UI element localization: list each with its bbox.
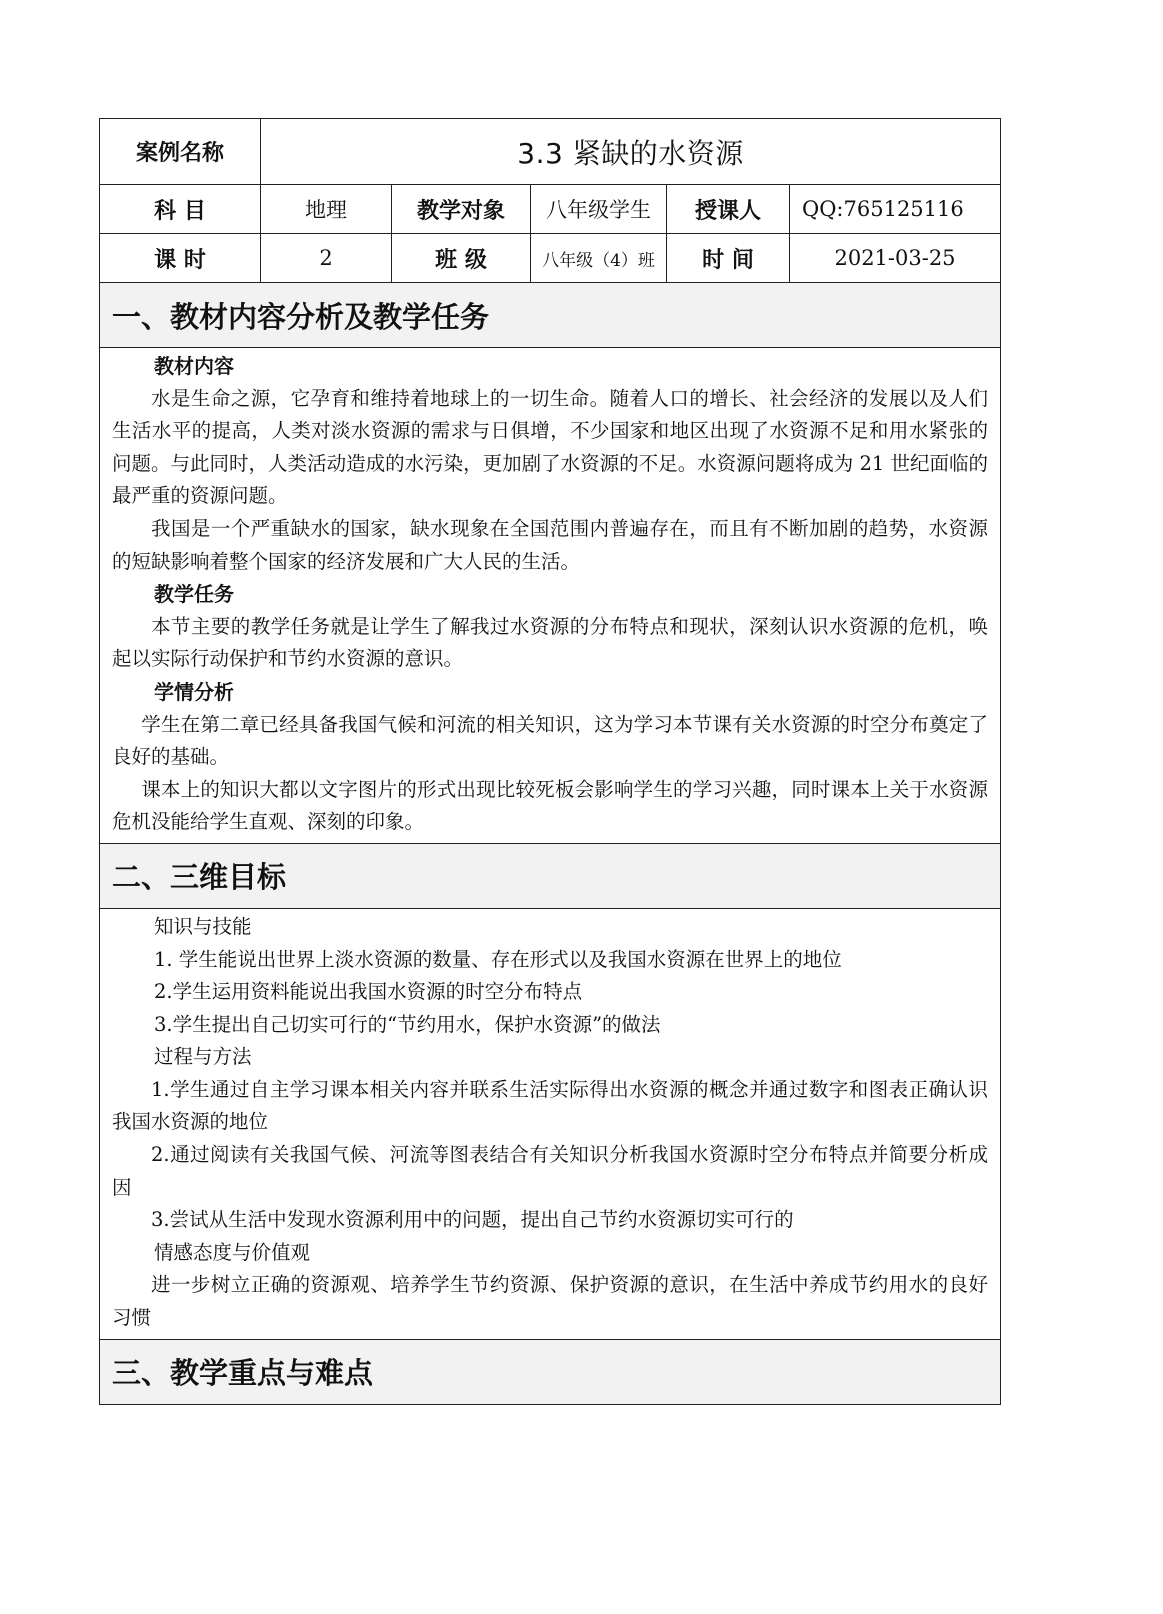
case-name-label: 案例名称 bbox=[100, 119, 261, 185]
list-item: 1.学生通过自主学习课本相关内容并联系生活实际得出水资源的概念并通过数字和图表正确认识我国水资源的地位 bbox=[112, 1077, 989, 1134]
paragraph: 学生在第二章已经具备我国气候和河流的相关知识，这为学习本节课有关水资源的时空分布奠定了良好的基础。 bbox=[112, 712, 989, 769]
hours-row bbox=[100, 234, 1001, 283]
hours-label: 课 时 bbox=[100, 234, 261, 283]
time-label: 时 间 bbox=[667, 234, 790, 283]
attitude-values-subheading: 情感态度与价值观 bbox=[154, 1240, 311, 1264]
section1-heading-row bbox=[100, 283, 1001, 348]
audience-label: 教学对象 bbox=[392, 185, 531, 234]
class-value: 八年级（4）班 bbox=[531, 234, 667, 283]
section1-body-row bbox=[100, 348, 1001, 844]
section2-heading: 二、三维目标 bbox=[100, 843, 1001, 908]
subject-value: 地理 bbox=[261, 185, 392, 234]
lesson-plan-table bbox=[99, 118, 1001, 1405]
subject-label: 科 目 bbox=[100, 185, 261, 234]
time-value: 2021-03-25 bbox=[790, 234, 1001, 283]
paragraph: 课本上的知识大都以文字图片的形式出现比较死板会影响学生的学习兴趣，同时课本上关于水资源危机没能给学生直观、深刻的印象。 bbox=[112, 777, 989, 834]
list-item: 2.通过阅读有关我国气候、河流等图表结合有关知识分析我国水资源时空分布特点并简要分析成因 bbox=[112, 1143, 989, 1199]
section2-body bbox=[100, 908, 1001, 1339]
list-item: 3.学生提出自己切实可行的“节约用水，保护水资源”的做法 bbox=[154, 1012, 661, 1036]
section2-heading-row bbox=[100, 843, 1001, 908]
case-title: 3.3 紧缺的水资源 bbox=[261, 119, 1001, 185]
paragraph: 我国是一个严重缺水的国家，缺水现象在全国范围内普遍存在，而且有不断加剧的趋势，水资源的短缺影响着整个国家的经济发展和广大人民的生活。 bbox=[112, 516, 989, 573]
paragraph: 水是生命之源，它孕育和维持着地球上的一切生命。随着人口的增长、社会经济的发展以及人们生活水平的提高，人类对淡水资源的需求与日俱增，不少国家和地区出现了水资源不足和用水紧张的问题。与此同时，人类活动造成的水污染，更加剧了水资源的不足。水资源问题将成为 21 世纪面临的最严重的资源问题。 bbox=[112, 386, 989, 508]
list-item: 2.学生运用资料能说出我国水资源的时空分布特点 bbox=[154, 980, 583, 1004]
textbook-content-subheading: 教材内容 bbox=[154, 354, 234, 378]
process-method-subheading: 过程与方法 bbox=[154, 1045, 252, 1069]
section1-heading: 一、教材内容分析及教学任务 bbox=[100, 283, 1001, 348]
case-row bbox=[100, 119, 1001, 185]
paragraph: 本节主要的教学任务就是让学生了解我过水资源的分布特点和现状，深刻认识水资源的危机，唤起以实际行动保护和节约水资源的意识。 bbox=[112, 614, 989, 671]
teacher-label: 授课人 bbox=[667, 185, 790, 234]
paragraph: 进一步树立正确的资源观、培养学生节约资源、保护资源的意识，在生活中养成节约用水的良好习惯 bbox=[112, 1273, 989, 1330]
section1-body bbox=[100, 348, 1001, 844]
section2-body-row bbox=[100, 908, 1001, 1339]
audience-value: 八年级学生 bbox=[531, 185, 667, 234]
class-label: 班 级 bbox=[392, 234, 531, 283]
teacher-value: QQ:765125116 bbox=[790, 185, 1001, 234]
learner-analysis-subheading: 学情分析 bbox=[154, 679, 234, 704]
teaching-task-subheading: 教学任务 bbox=[154, 582, 234, 607]
hours-value: 2 bbox=[261, 234, 392, 283]
section3-heading-row bbox=[100, 1339, 1001, 1404]
list-item: 1. 学生能说出世界上淡水资源的数量、存在形式以及我国水资源在世界上的地位 bbox=[154, 947, 842, 971]
section3-heading: 三、教学重点与难点 bbox=[100, 1339, 1001, 1404]
list-item: 3.尝试从生活中发现水资源利用中的问题，提出自己节约水资源切实可行的 bbox=[151, 1208, 794, 1232]
knowledge-skills-subheading: 知识与技能 bbox=[154, 914, 252, 938]
subject-row bbox=[100, 185, 1001, 234]
